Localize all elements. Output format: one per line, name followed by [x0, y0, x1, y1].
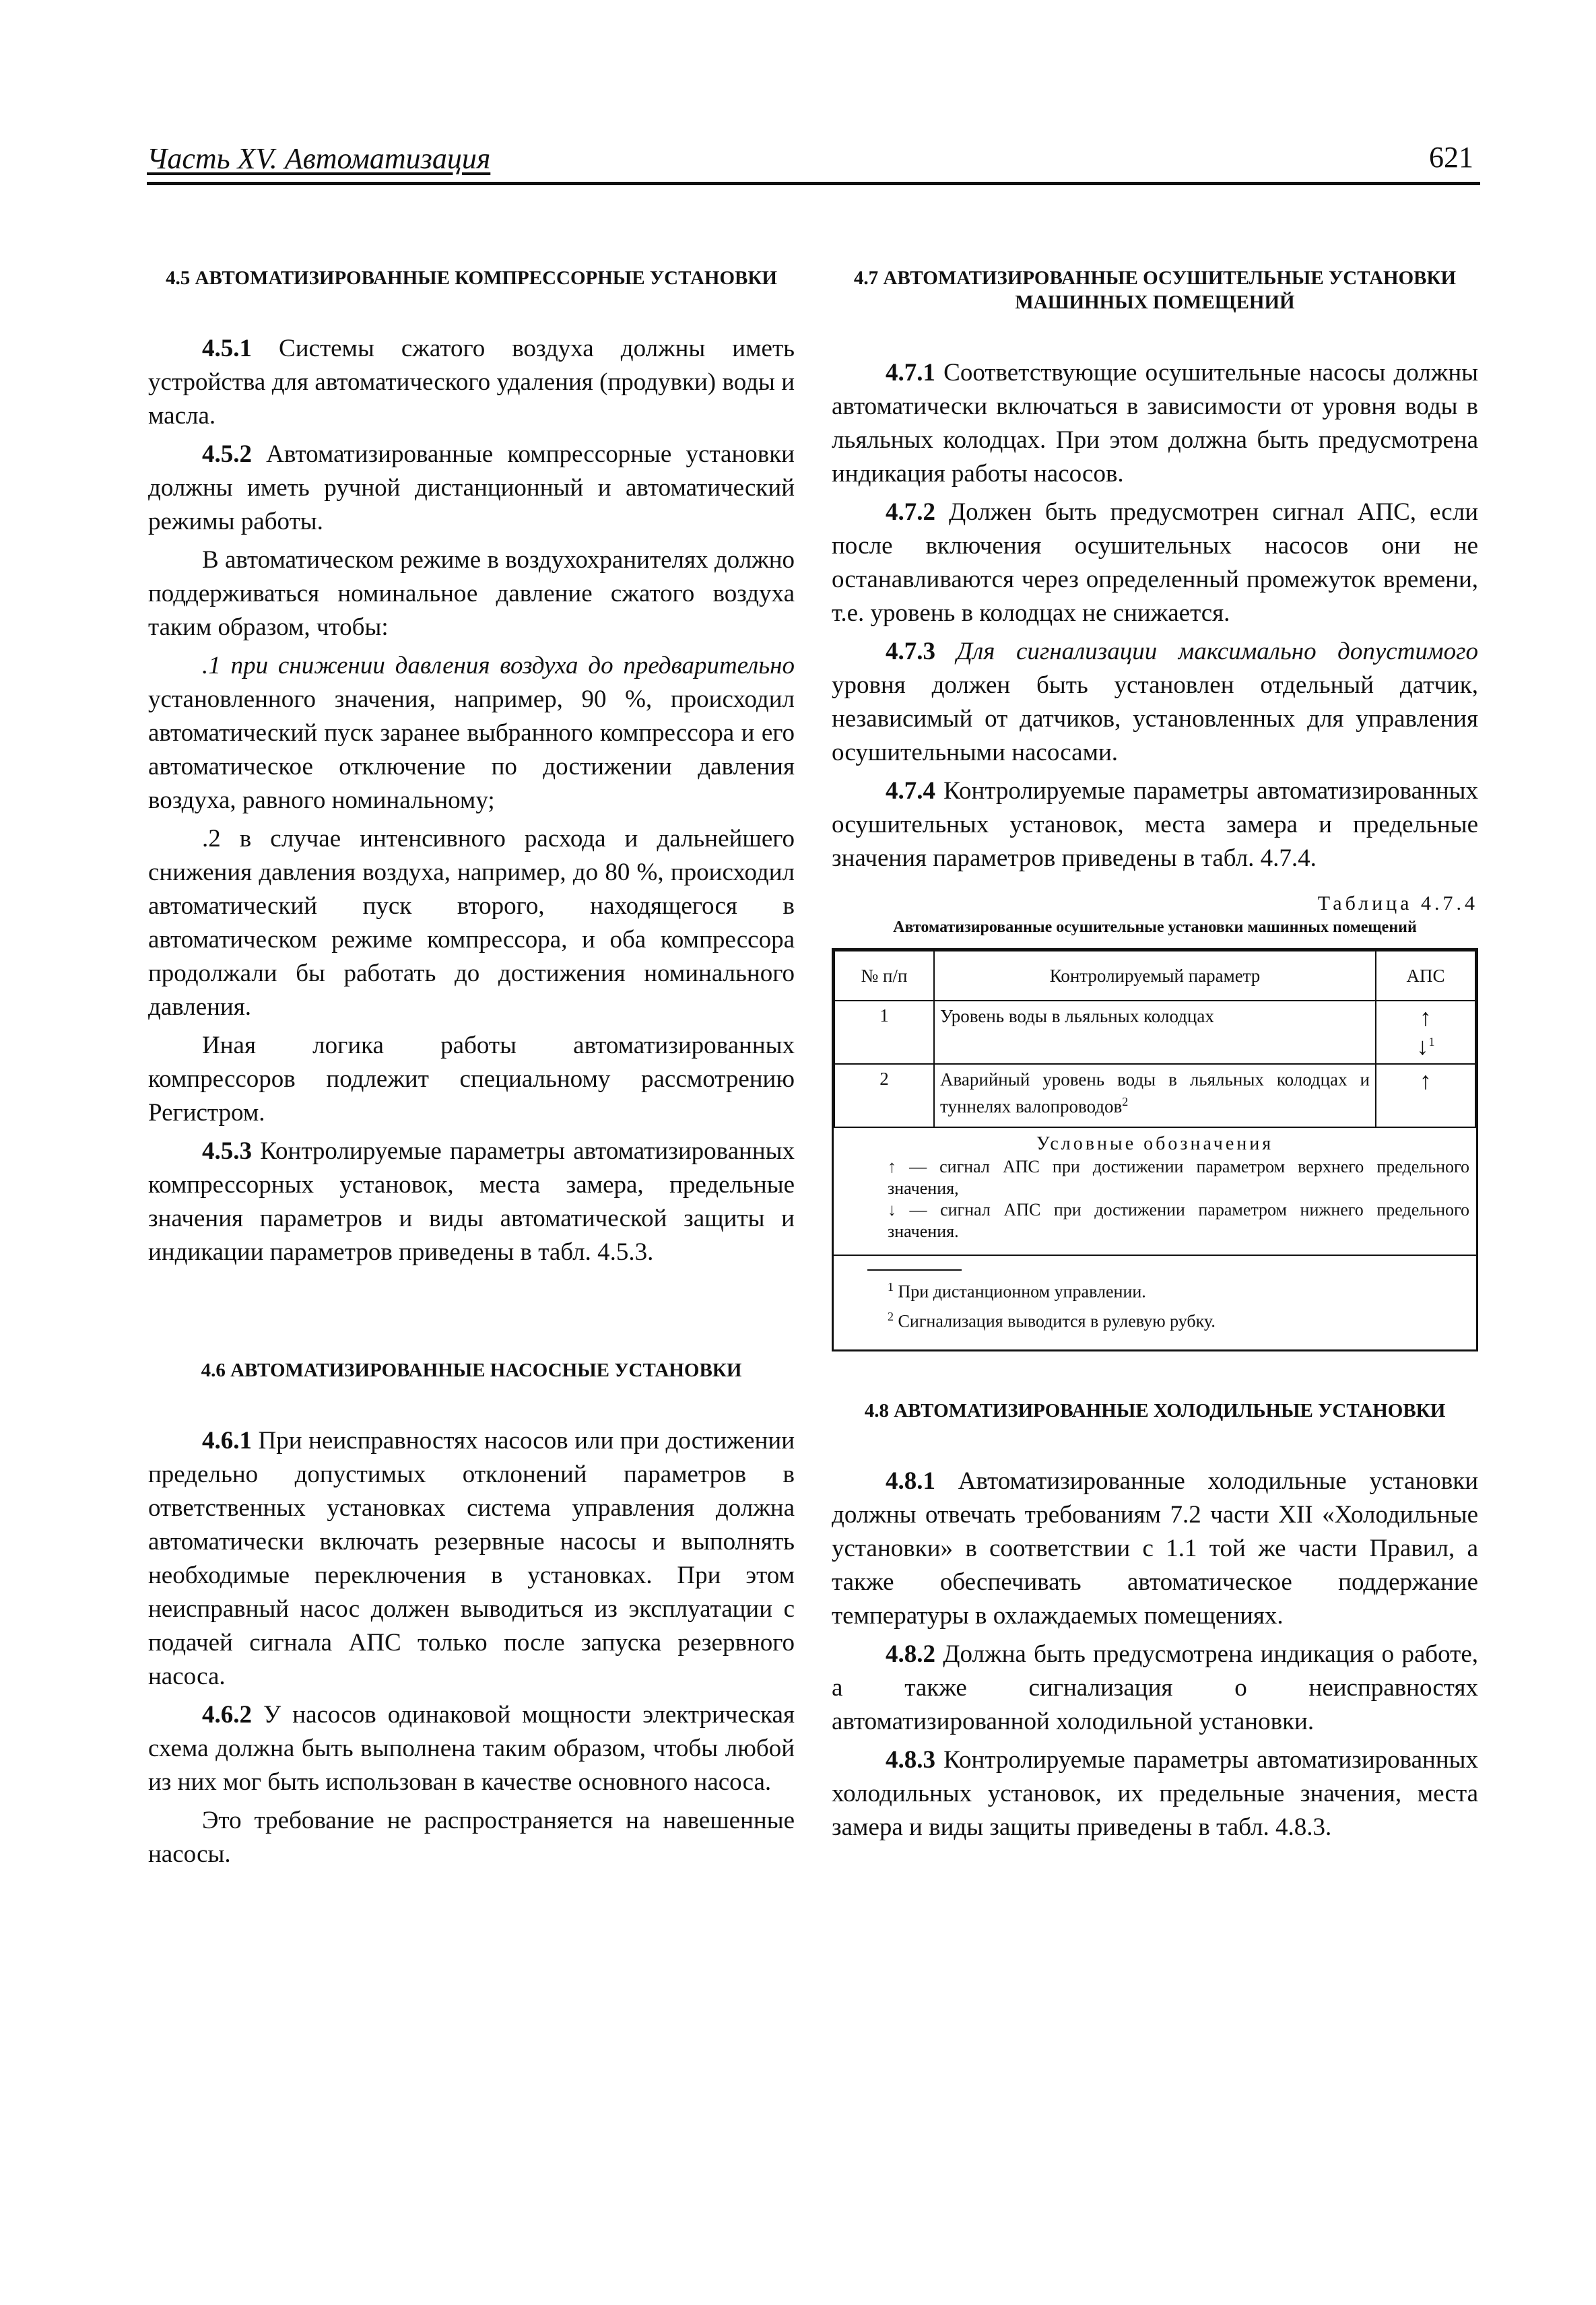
paragraph-text: Автоматизированные холодильные установки должны отвечать требованиям 7.2 части XII «Холодильные установки» в соответствии с 1.1 той же части Правил, а также обеспечивать автоматическое поддержание температуры в охлаждаемых помещениях. — [832, 1467, 1478, 1630]
paragraph-item-2: .2 в случае интенсивного расхода и дальнейшего снижения давления воздуха, например, до 80 %, происходил автоматический пуск второго, находящегося в автоматическом режиме компрессора, и оба компрессора продолжали бы работать до достижения номинального давления. — [148, 825, 795, 1021]
cell-aps — [1376, 1064, 1475, 1127]
cell-num: 2 — [834, 1064, 934, 1127]
clause-number: 4.7.1 — [886, 359, 935, 387]
paragraph-4-7-3 — [832, 635, 1478, 770]
paragraph-text: Автоматизированные компрессорные установки должны иметь ручной дистанционный и автоматический режимы работы. — [148, 440, 795, 535]
clause-number: 4.5.2 — [202, 440, 252, 468]
cell-parameter-text: Аварийный уровень воды в льяльных колодцах и туннелях валопроводов — [940, 1069, 1370, 1116]
footnote-1 — [888, 1275, 1469, 1304]
cell-aps — [1376, 1001, 1475, 1064]
running-header — [147, 135, 1480, 185]
page-number: 621 — [1429, 141, 1473, 174]
legend-down: ↓ — сигнал АПС при достижении параметром нижнего предельного значения. — [888, 1200, 1469, 1241]
arrow-down-icon — [1382, 1030, 1469, 1059]
footnote-mark: 2 — [888, 1309, 894, 1323]
paragraph-4-7-4 — [832, 774, 1478, 875]
paragraph-4-8-2 — [832, 1638, 1478, 1739]
paragraph-text: Контролируемые параметры автоматизированных компрессорных установок, места замера, предельные значения параметров и виды автоматической защиты и индикации параметров приведены в табл. 4.5.3. — [148, 1137, 795, 1266]
cell-parameter — [934, 1064, 1376, 1127]
table-row — [834, 1064, 1475, 1127]
right-column — [832, 266, 1478, 1849]
paragraph-emphasis: .1 при снижении давления воздуха до предварительно — [202, 652, 795, 679]
cell-num: 1 — [834, 1001, 934, 1064]
paragraph-text: Системы сжатого воздуха должны иметь устройства для автоматического удаления (продувки) воды и масла. — [148, 335, 795, 430]
paragraph-text: уровня должен быть установлен отдельный датчик, независимый от датчиков, установленных для управления осушительными насосами. — [832, 671, 1478, 766]
column-header-aps: АПС — [1376, 951, 1475, 1001]
paragraph-text: Соответствующие осушительные насосы должны автоматически включаться в зависимости от уровня воды в льяльных колодцах. При этом должна быть предусмотрена индикация работы насосов. — [832, 359, 1478, 488]
paragraph-4-6-1 — [148, 1424, 795, 1694]
clause-number: 4.5.1 — [202, 335, 252, 362]
table-row — [834, 1001, 1475, 1064]
clause-number: 4.8.1 — [886, 1467, 935, 1496]
left-column — [148, 266, 795, 1876]
table-4-7-4 — [832, 948, 1478, 1351]
paragraph-4-7-2 — [832, 496, 1478, 630]
clause-number: 4.7.3 — [886, 638, 935, 665]
paragraph-text: установленного значения, например, 90 %, происходил автоматический пуск заранее выбранного компрессора и его автоматическое отключение по достижении давления воздуха, равного номинальному; — [148, 686, 795, 814]
clause-number: 4.7.2 — [886, 498, 935, 526]
footnote-text: Сигнализация выводится в рулевую рубку. — [894, 1311, 1216, 1331]
clause-number: 4.5.3 — [202, 1137, 252, 1165]
paragraph-4-8-3 — [832, 1743, 1478, 1844]
paragraph-auto-mode: В автоматическом режиме в воздухохранителях должно поддерживаться номинальное давление сжатого воздуха таким образом, чтобы: — [148, 546, 795, 641]
table-number: Таблица 4.7.4 — [1317, 892, 1478, 914]
footnote-mark: 1 — [888, 1280, 894, 1294]
section-heading-4-6: 4.6 АВТОМАТИЗИРОВАННЫЕ НАСОСНЫЕ УСТАНОВКИ — [201, 1360, 742, 1381]
column-header-num: № п/п — [834, 951, 934, 1001]
section-heading-4-7: 4.7 АВТОМАТИЗИРОВАННЫЕ ОСУШИТЕЛЬНЫЕ УСТАНОВКИ МАШИННЫХ ПОМЕЩЕНИЙ — [853, 267, 1457, 313]
paragraph-4-5-2 — [148, 438, 795, 539]
paragraph-4-5-1 — [148, 332, 795, 433]
footnote-rule — [867, 1269, 962, 1271]
paragraph-item-1 — [148, 649, 795, 817]
section-heading-4-8: 4.8 АВТОМАТИЗИРОВАННЫЕ ХОЛОДИЛЬНЫЕ УСТАНОВКИ — [864, 1400, 1446, 1422]
paragraph-hung-pumps: Это требование не распространяется на навешенные насосы. — [148, 1807, 795, 1868]
table-title: Автоматизированные осушительные установки машинных помещений — [893, 918, 1417, 936]
table-legend — [834, 1128, 1476, 1256]
paragraph-text: У насосов одинаковой мощности электрическая схема должна быть выполнена таким образом, чтобы любой из них мог быть использован в качестве основного насоса. — [148, 1701, 795, 1796]
arrow-up-icon: ↑ — [1420, 1067, 1432, 1094]
legend-title: Условные обозначения — [1036, 1133, 1274, 1154]
clause-number: 4.7.4 — [886, 777, 935, 805]
paragraph-text: Контролируемые параметры автоматизированных осушительных установок, места замера и предельные значения параметров приведены в табл. 4.7.4. — [832, 777, 1478, 872]
table-header-row — [834, 951, 1475, 1001]
paragraph-text: Контролируемые параметры автоматизированных холодильных установок, их предельные значения, места замера и виды защиты приведены в табл. 4.8.3. — [832, 1746, 1478, 1842]
paragraph-text: При неисправностях насосов или при достижении предельно допустимых отклонений параметров в ответственных установках система управления должна автоматически включать резервные насосы и выполнять необходимые переключения в установках. При этом неисправный насос должен выводиться из эксплуатации с подачей сигнала АПС только после запуска резервного насоса. — [148, 1427, 795, 1690]
clause-number: 4.8.3 — [886, 1746, 935, 1774]
paragraph-emphasis: Для сигнализации максимально допустимого — [935, 638, 1478, 665]
paragraph-4-5-3 — [148, 1135, 795, 1269]
paragraph-4-6-2 — [148, 1698, 795, 1799]
section-heading-4-5: 4.5 АВТОМАТИЗИРОВАННЫЕ КОМПРЕССОРНЫЕ УСТАНОВКИ — [166, 267, 777, 289]
paragraph-text: Должен быть предусмотрен сигнал АПС, если после включения осушительных насосов они не останавливаются через определенный промежуток времени, т.е. уровень в колодцах не снижается. — [832, 498, 1478, 627]
footnote-2 — [888, 1304, 1469, 1334]
paragraph-other-logic: Иная логика работы автоматизированных компрессоров подлежит специальному рассмотрению Регистром. — [148, 1032, 795, 1127]
table-footnotes — [834, 1256, 1476, 1349]
legend-up: ↑ — сигнал АПС при достижении параметром верхнего предельного значения, — [888, 1157, 1469, 1198]
clause-number: 4.8.2 — [886, 1640, 935, 1669]
clause-number: 4.6.2 — [202, 1701, 252, 1729]
paragraph-text: Должна быть предусмотрена индикация о работе, а также сигнализация о неисправностях автоматизированной холодильной установки. — [832, 1640, 1478, 1736]
footnote-ref: 2 — [1122, 1095, 1129, 1108]
arrow-up-icon: ↑ — [1420, 1004, 1432, 1031]
column-header-parameter: Контролируемый параметр — [934, 951, 1376, 1001]
arrow-down-glyph: ↓ — [1416, 1033, 1429, 1060]
cell-parameter: Уровень воды в льяльных колодцах — [934, 1001, 1376, 1064]
clause-number: 4.6.1 — [202, 1427, 252, 1455]
paragraph-4-8-1 — [832, 1465, 1478, 1633]
running-title: Часть XV. Автоматизация — [147, 142, 491, 175]
parameters-table — [834, 950, 1476, 1128]
footnote-text: При дистанционном управлении. — [894, 1281, 1146, 1302]
paragraph-4-7-1 — [832, 356, 1478, 491]
footnote-ref: 1 — [1428, 1035, 1435, 1048]
